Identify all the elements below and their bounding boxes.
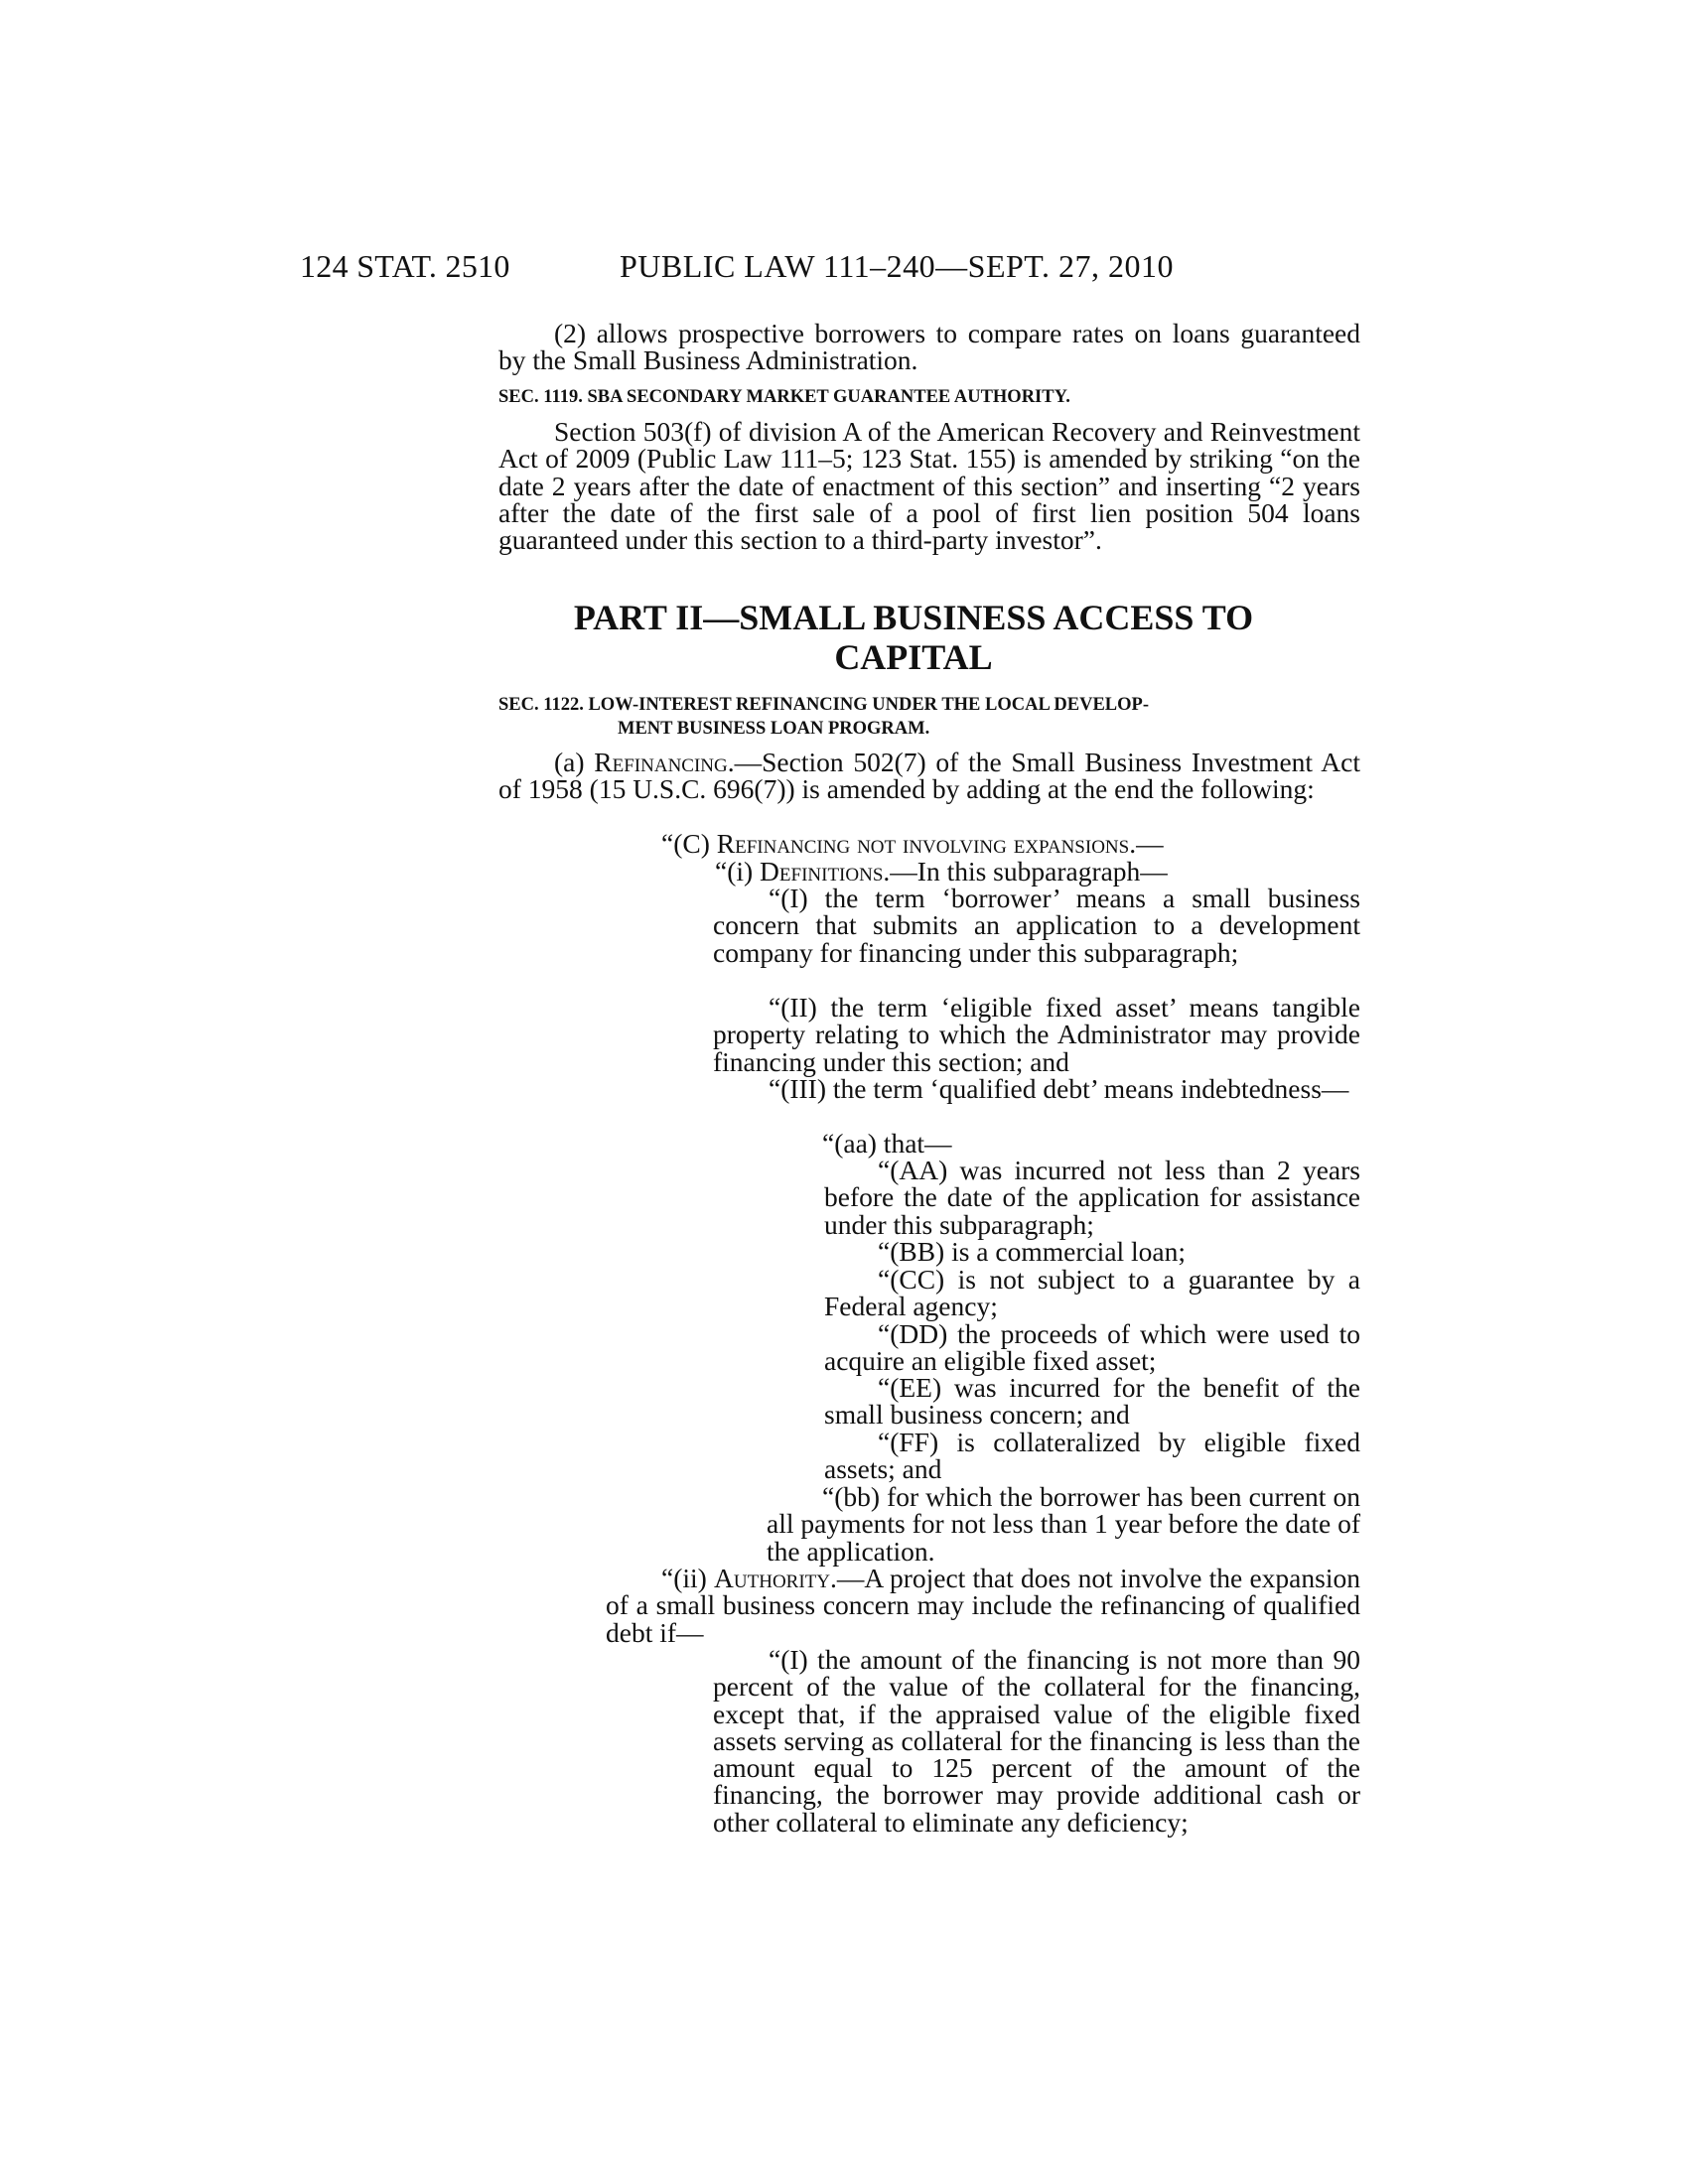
clause-ii-lead: “(ii) [661, 1563, 715, 1593]
section-1122-heading-line2: MENT BUSINESS LOAN PROGRAM. [618, 719, 930, 739]
item-bb: “(bb) for which the borrower has been current on all payments for not less than 1 year before the date of the application. [767, 1481, 1360, 1567]
section-1122-heading-line1: SEC. 1122. LOW-INTEREST REFINANCING UNDER THE LOCAL DEVELOP- [498, 695, 1149, 715]
part-heading-line2: CAPITAL [834, 637, 993, 677]
subitem-BB: “(BB) is a commercial loan; [878, 1236, 1187, 1267]
subclause-II-eligible-fixed-asset: “(II) the term ‘eligible fixed asset’ means tangible property relating to which the Administrator may provide financing under this section; and [713, 992, 1360, 1077]
section-1119-body: Section 503(f) of division A of the American Recovery and Reinvestment Act of 2009 (Public Law 111–5; 123 Stat. 155) is amended by striking “on the date 2 years after the date of enactment of this section” and inserting “2 years after the date of the first sale of a pool of first lien position 504 loans guaranteed under this section to a third-party investor”. [498, 416, 1360, 556]
running-header-law: PUBLIC LAW 111–240—SEPT. 27, 2010 [620, 248, 1174, 284]
subitem-EE: “(EE) was incurred for the benefit of the small business concern; and [824, 1372, 1360, 1431]
clause-i-text: .—In this subparagraph— [883, 856, 1168, 887]
subclause-I-borrower: “(I) the term ‘borrower’ means a small business concern that submits an application to a development company for financing under this subparagraph; [713, 883, 1360, 968]
clause-i-caption: Definitions [760, 856, 884, 887]
item-aa: “(aa) that— [822, 1128, 952, 1159]
subsection-a-caption: Refinancing [594, 747, 728, 777]
clause-i-lead: “(i) [715, 856, 761, 887]
running-header-stat: 124 STAT. 2510 [300, 248, 510, 284]
paragraph-2: (2) allows prospective borrowers to compare rates on loans guaranteed by the Small Business Administration. [498, 318, 1360, 376]
clause-ii [606, 1565, 1360, 1646]
subitem-AA: “(AA) was incurred not less than 2 years before the date of the application for assistance under this subparagraph; [824, 1155, 1360, 1240]
subitem-DD: “(DD) the proceeds of which were used to acquire an eligible fixed asset; [824, 1318, 1360, 1377]
subparagraph-c-caption: Refinancing not involving expansions [716, 828, 1130, 859]
subitem-CC: “(CC) is not subject to a guarantee by a Federal agency; [824, 1264, 1360, 1322]
clause-ii-text: .—A project that does not involve the expansion of a small business concern may include the refinancing of qualified debt if— [606, 1563, 1360, 1648]
part-heading [516, 598, 1311, 677]
subsection-a-text: .—Section 502(7) of the Small Business Investment Act of 1958 (15 U.S.C. 696(7)) is amended by adding at the end the following: [498, 747, 1360, 805]
section-1119-heading: SEC. 1119. SBA SECONDARY MARKET GUARANTEE AUTHORITY. [498, 387, 1070, 407]
clause-ii-caption: Authority [714, 1563, 830, 1593]
subparagraph-c [498, 830, 1360, 857]
clause-ii-subclause-I: “(I) the amount of the financing is not more than 90 percent of the value of the collateral for the financing, except that, if the appraised value of the eligible fixed assets serving as collateral for the financing is less than the amount equal to 125 percent of the amount of the financing, the borrower may provide additional cash or other collateral to eliminate any deficiency; [713, 1644, 1360, 1838]
subsection-a-lead: (a) [554, 747, 595, 777]
subparagraph-c-tail: .— [1129, 828, 1164, 859]
subclause-III-qualified-debt: “(III) the term ‘qualified debt’ means indebtedness— [769, 1073, 1349, 1104]
clause-i [606, 858, 1360, 885]
subitem-FF: “(FF) is collateralized by eligible fixed assets; and [824, 1427, 1360, 1485]
part-heading-line1: PART II—SMALL BUSINESS ACCESS TO [573, 598, 1254, 637]
subsection-a [498, 749, 1360, 803]
section-1122-heading [498, 693, 1360, 741]
subparagraph-c-lead: “(C) [661, 828, 717, 859]
